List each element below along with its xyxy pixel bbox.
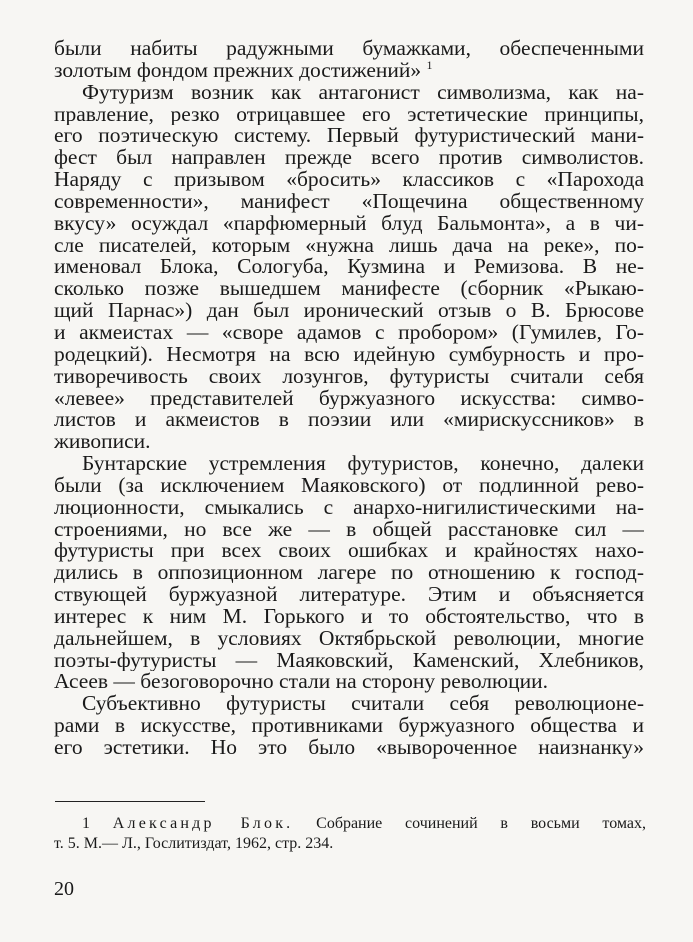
text-line: его эстетики. Но это было «вывороченное наизнанку» [54, 737, 644, 759]
text-line: именовал Блока, Сологуба, Кузмина и Ремизова. В не- [54, 256, 644, 279]
footnote-line: т. 5. М.— Л., Гослитиздат, 1962, стр. 234. [54, 835, 334, 852]
footnote-text: Собрание сочинений в восьми томах, [316, 815, 647, 832]
footnote-reference[interactable]: 1 [426, 59, 433, 72]
paragraph-start-line: Субъективно футуристы считали себя революционе- [82, 693, 644, 716]
text-line: «левее» представителей буржуазного искусства: симво- [54, 387, 644, 410]
text-line: Наряду с призывом «бросить» классиков с «Парохода [54, 169, 644, 191]
paragraph-start-line: Футуризм возник как антагонист символизма, как на- [82, 81, 644, 104]
footnote-author: Александр Блок. [112, 815, 294, 832]
footnote-line [54, 814, 646, 834]
text-line: футуристы при всех своих ошибках и крайностях нахо- [54, 540, 644, 563]
text-line: строениями, но все же — в общей расстановке сил — [54, 518, 644, 541]
text-line: правление, резко отрицавшее его эстетические принципы, [54, 103, 644, 126]
text-line: его поэтическую систему. Первый футуристический мани- [54, 125, 644, 148]
text-line: живописи. [54, 431, 151, 454]
text-line: щий Парнас») дан был иронический отзыв о В. Брюсове [54, 300, 644, 322]
text-line: рами в искусстве, противниками буржуазного общества и [54, 715, 644, 737]
text-line: интерес к ним М. Горького и то обстоятельство, что в [54, 605, 644, 628]
text-line: вкусу» осуждал «парфюмерный блуд Бальмонта», а в чи- [54, 212, 644, 235]
text-line: люционности, смыкались с анархо-нигилистическими на- [54, 496, 644, 519]
footnote [54, 814, 646, 854]
text-line: листов и акмеистов в поэзии или «мирискуссников» в [54, 409, 644, 432]
text-line: дальнейшем, в условиях Октябрьской революции, многие [54, 627, 644, 650]
text-line: Асеев — безоговорочно стали на сторону революции. [54, 671, 548, 694]
text-line: дились в оппозиционном лагере по отношению к господ- [54, 562, 644, 585]
text-line: родецкий). Несмотря на всю идейную сумбурность и про- [54, 343, 644, 366]
text-line: поэты-футуристы — Маяковский, Каменский, Хлебников, [54, 649, 644, 672]
text-line: фест был направлен прежде всего против символистов. [54, 147, 644, 170]
text-line: и акмеистах — «своре адамов с пробором» (Гумилев, Го- [54, 321, 644, 344]
text-line: ствующей буржуазной литературе. Этим и объясняется [54, 584, 644, 606]
text-line: тиворечивость своих лозунгов, футуристы считали себя [54, 365, 644, 388]
text-line: были набиты радужными бумажками, обеспеченными [54, 38, 644, 60]
text-line: сле писателей, которым «нужна лишь дача на реке», по- [54, 234, 644, 257]
footnote-marker: 1 [82, 815, 90, 832]
text-line: современности», манифест «Пощечина общественному [54, 190, 644, 213]
text-line: золотым фондом прежних достижений» $^1$ [54, 60, 644, 82]
page-number: 20 [54, 878, 74, 900]
text-line: были (за исключением Маяковского) от подлинной рево- [54, 474, 644, 497]
paragraph-start-line: Бунтарские устремления футуристов, конечно, далеки [82, 453, 644, 475]
text-line: сколько позже вышедшем манифесте (сборник «Рыкаю- [54, 278, 644, 301]
footnote-divider [55, 801, 205, 802]
body-text [54, 38, 644, 759]
